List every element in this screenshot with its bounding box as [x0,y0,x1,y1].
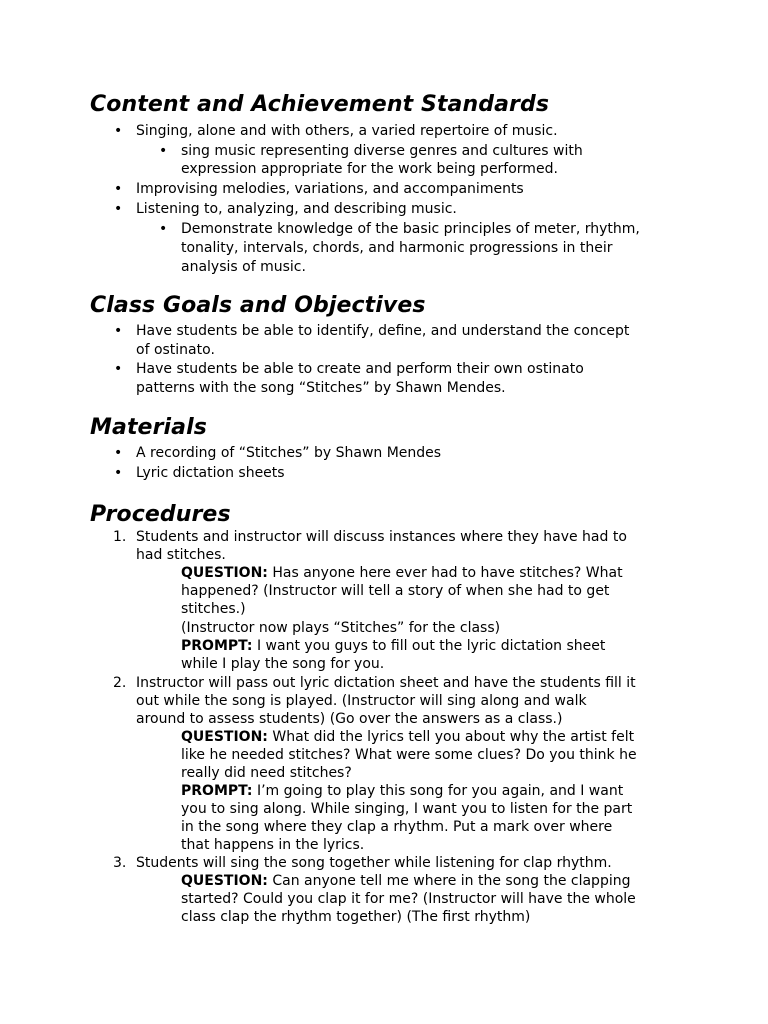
prompt-label: PROMPT: [181,783,253,799]
step-3-question-line-2: started? Could you clap it for me? (Instructor will have the whole [181,891,636,907]
goals-heading: Class Goals and Objectives [90,293,426,318]
goals-item-1-line-1: Have students be able to identify, define, and understand the concept [136,323,630,339]
materials-item-1: A recording of “Stitches” by Shawn Mendes [136,445,442,461]
step-2-line-2: out while the song is played. (Instructor will sing along and walk [136,693,587,709]
standards-item-3-sub-line-2: tonality, intervals, chords, and harmonic progressions in their [181,240,613,256]
step-2-question-text: What did the lyrics tell you about why the artist felt [267,729,635,745]
question-label: QUESTION: [181,729,268,745]
bullet-icon: • [114,201,123,217]
bullet-icon: • [114,361,123,377]
step-3-question-line-3: class clap the rhythm together) (The first rhythm) [181,909,531,925]
step-2-line-1: Instructor will pass out lyric dictation sheet and have the students fill it [136,675,636,691]
step-1-line-1: Students and instructor will discuss instances where they have had to [136,529,627,545]
standards-item-1-sub-line-1: sing music representing diverse genres and cultures with [181,143,583,159]
bullet-icon: • [159,143,168,159]
step-1-prompt-line-2: while I play the song for you. [181,656,385,672]
materials-heading: Materials [90,415,207,440]
step-1-question-text: Has anyone here ever had to have stitches? What [267,565,623,581]
step-1-note: (Instructor now plays “Stitches” for the class) [181,620,501,636]
step-3-number: 3. [113,855,127,871]
goals-item-2-line-1: Have students be able to create and perform their own ostinato [136,361,584,377]
step-2-prompt-line-2: you to sing along. While singing, I want you to listen for the part [181,801,633,817]
step-2-question-line-2: like he needed stitches? What were some clues? Do you think he [181,747,637,763]
question-label: QUESTION: [181,565,268,581]
step-2-question-line-3: really did need stitches? [181,765,352,781]
standards-item-2: Improvising melodies, variations, and accompaniments [136,181,524,197]
bullet-icon: • [114,123,123,139]
step-1-prompt-line-1 [181,637,605,655]
step-2-prompt-line-3: in the song where they clap a rhythm. Put a mark over where [181,819,613,835]
step-1-question-line-2: happened? (Instructor will tell a story of when she had to get [181,583,610,599]
step-1-question-line-3: stitches.) [181,601,246,617]
step-1-line-2: had stitches. [136,547,226,563]
bullet-icon: • [114,181,123,197]
standards-item-1: Singing, alone and with others, a varied repertoire of music. [136,123,558,139]
standards-heading: Content and Achievement Standards [90,92,550,117]
bullet-icon: • [159,221,168,237]
goals-item-1-line-2: of ostinato. [136,342,215,358]
bullet-icon: • [114,445,123,461]
standards-item-1-sub-line-2: expression appropriate for the work being performed. [181,161,558,177]
standards-item-3-sub-line-1: Demonstrate knowledge of the basic principles of meter, rhythm, [181,221,640,237]
step-2-number: 2. [113,675,127,691]
step-2-prompt-line-1 [181,782,623,800]
bullet-icon: • [114,465,123,481]
bullet-icon: • [114,323,123,339]
question-label: QUESTION: [181,873,268,889]
goals-item-2-line-2: patterns with the song “Stitches” by Shawn Mendes. [136,380,506,396]
step-3-question-line-1 [181,872,630,890]
prompt-label: PROMPT: [181,638,253,654]
step-2-prompt-text: I’m going to play this song for you again, and I want [252,783,624,799]
procedures-heading: Procedures [90,502,231,527]
step-2-line-3: around to assess students) (Go over the answers as a class.) [136,711,563,727]
step-2-question-line-1 [181,728,634,746]
step-1-number: 1. [113,529,127,545]
standards-item-3: Listening to, analyzing, and describing music. [136,201,457,217]
step-2-prompt-line-4: that happens in the lyrics. [181,837,365,853]
step-3-line-1: Students will sing the song together while listening for clap rhythm. [136,855,612,871]
standards-item-3-sub-line-3: analysis of music. [181,259,306,275]
step-1-prompt-text: I want you guys to fill out the lyric dictation sheet [252,638,606,654]
step-1-question-line-1 [181,564,623,582]
step-3-question-text: Can anyone tell me where in the song the clapping [267,873,631,889]
materials-item-2: Lyric dictation sheets [136,465,285,481]
